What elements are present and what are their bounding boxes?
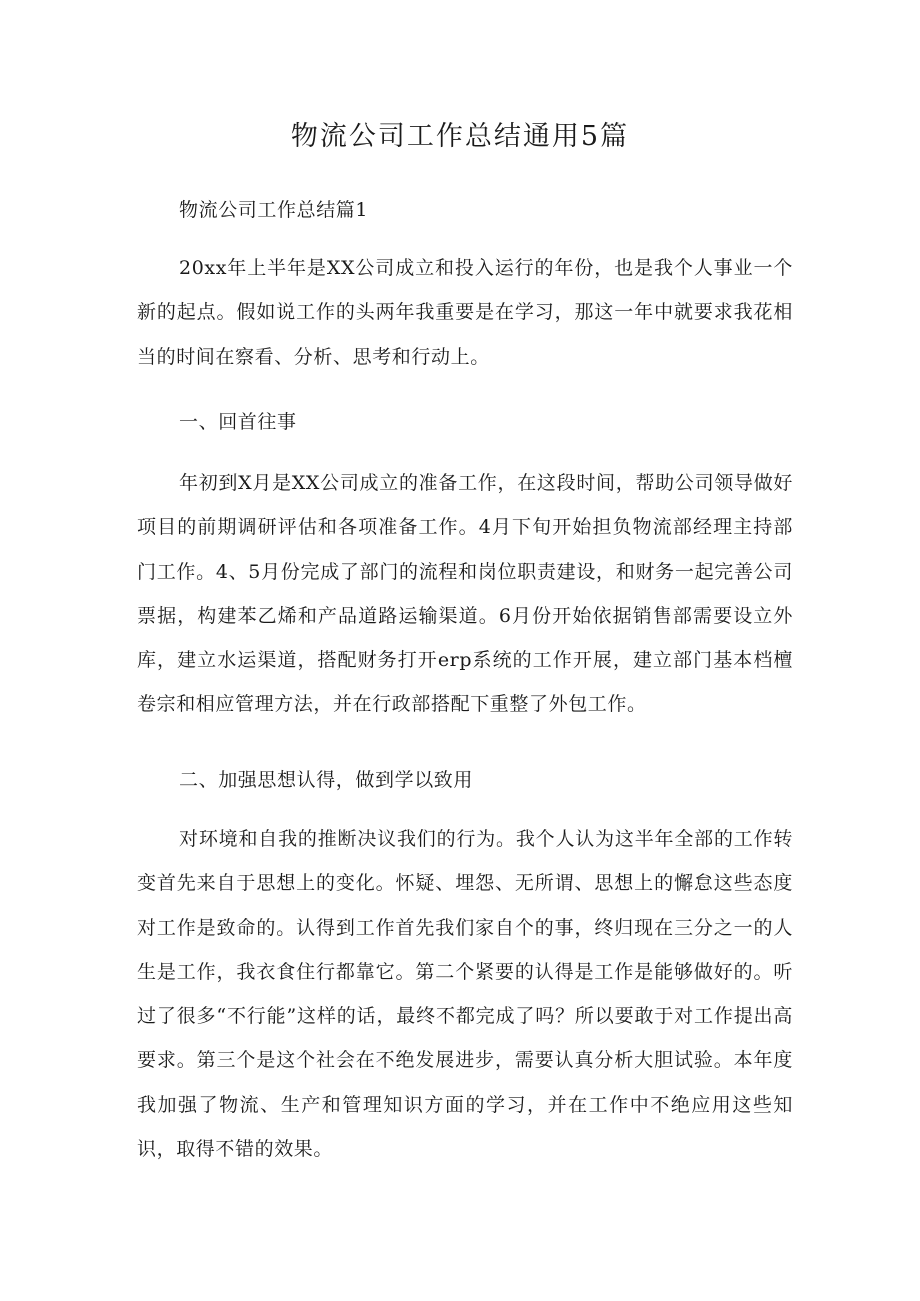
section-heading: 物流公司工作总结篇1 bbox=[179, 199, 369, 221]
document-title: 物流公司工作总结通用5篇 bbox=[290, 121, 630, 152]
review-paragraph: 年初到X月是XX公司成立的准备工作，在这段时间，帮助公司领导做好项目的前期调研评估和各项准备工作。4月下旬开始担负物流部经理主持部门工作。4、5月份完成了部门的流程和岗位职责建设，和财务一起完善公司票据，构建苯乙烯和产品道路运输渠道。6月份开始依据销售部需要设立外库，建立水运渠道，搭配财务打开erp系统的工作开展，建立部门基本档檀卷宗和相应管理方法，并在行政部搭配下重整了外包工作。 bbox=[137, 472, 793, 716]
thinking-paragraph: 对环境和自我的推断决议我们的行为。我个人认为这半年全部的工作转变首先来自于思想上的变化。怀疑、埋怨、无所谓、思想上的懈怠这些态度对工作是致命的。认得到工作首先我们家自个的事，终归现在三分之一的人生是工作，我衣食住行都靠它。第二个紧要的认得是工作是能够做好的。听过了很多“不行能”这样的话，最终不都完成了吗？所以要敢于对工作提出高要求。第三个是这个社会在不绝发展进步，需要认真分析大胆试验。本年度我加强了物流、生产和管理知识方面的学习，并在工作中不绝应用这些知识，取得不错的效果。 bbox=[137, 828, 793, 1161]
heading-thinking: 二、加强思想认得，做到学以致用 bbox=[179, 769, 474, 791]
heading-review: 一、回首往事 bbox=[179, 411, 297, 433]
intro-paragraph: 20xx年上半年是XX公司成立和投入运行的年份，也是我个人事业一个新的起点。假如说工作的头两年我重要是在学习，那这一年中就要求我花相当的时间在察看、分析、思考和行动上。 bbox=[137, 257, 793, 368]
